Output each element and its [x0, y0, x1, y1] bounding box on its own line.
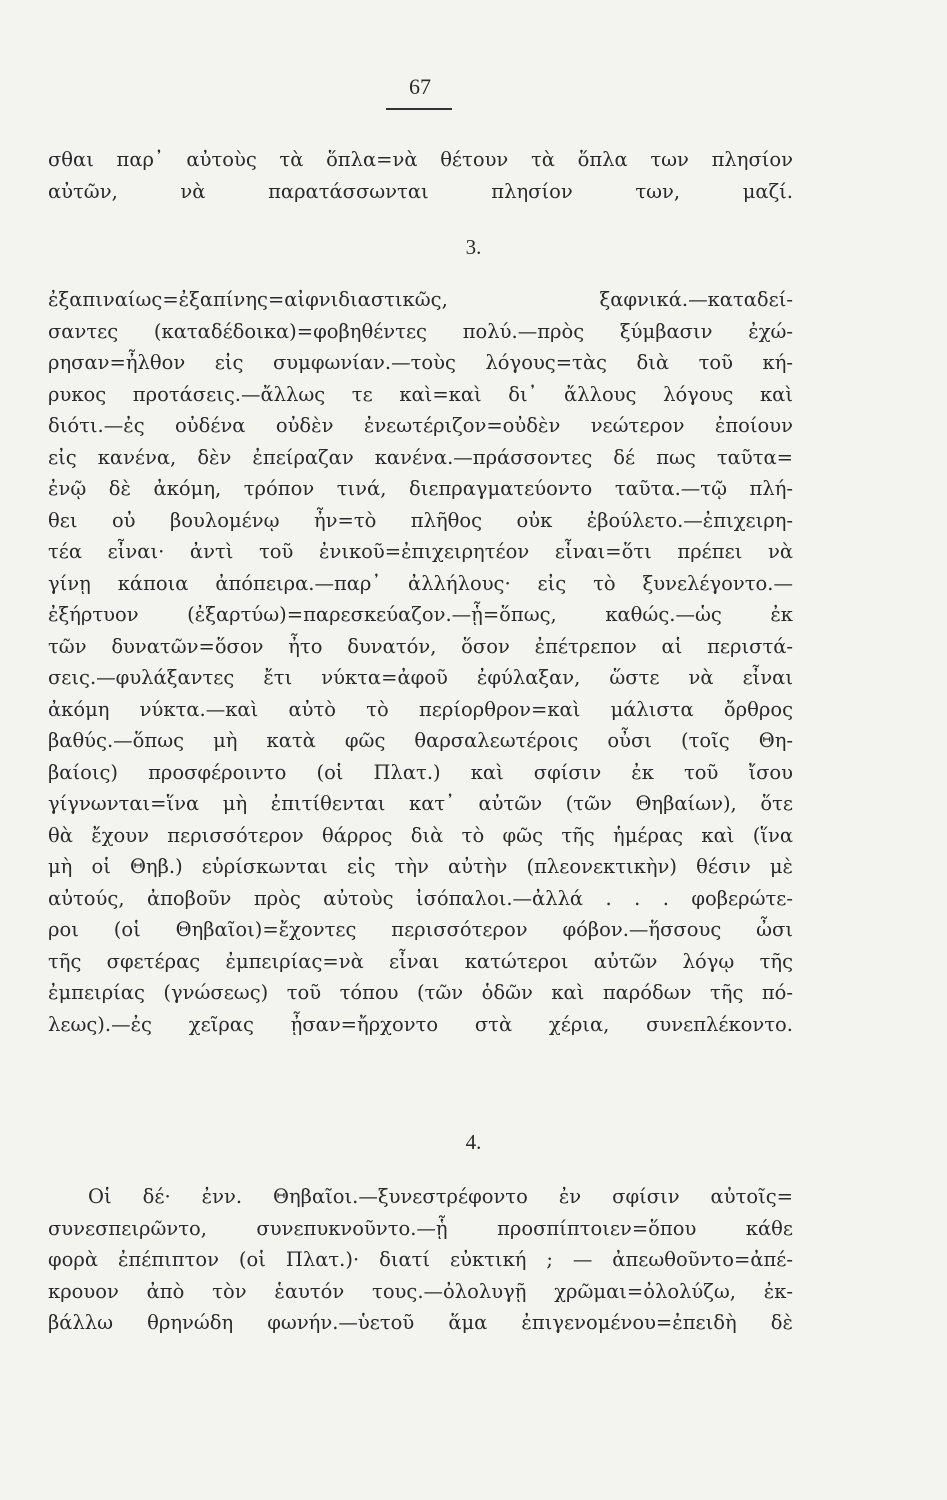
text-line: συνεσπειρῶντο, συνεπυκνοῦντο.—ᾗ προσπίπτοιεν=ὅπου κάθε [48, 1216, 793, 1240]
text-line: Οἱ δέ· ἐνν. Θηβαῖοι.—ξυνεστρέφοντο ἐν σφίσιν αὐτοῖς= [88, 1185, 793, 1208]
page-number: 67 [409, 74, 431, 99]
text-block-section-3 [48, 284, 793, 1040]
text-line: σθαι παρ᾽ αὐτοὺς τὰ ὅπλα=νὰ θέτουν τὰ ὅπλα των πλησίον [48, 148, 793, 171]
text-line: ἀκόμη νύκτα.—καὶ αὐτὸ τὸ περίορθρον=καὶ μάλιστα ὄρθρος [48, 697, 793, 721]
text-block-section-4 [48, 1181, 793, 1339]
text-block-top [48, 144, 793, 207]
text-line: βαίοις) προσφέροιντο (οἱ Πλατ.) καὶ σφίσιν ἐκ τοῦ ἴσου [48, 760, 793, 784]
text-line: αὐτῶν, νὰ παρατάσσωνται πλησίον των, μαζί. [48, 179, 793, 203]
text-line: τέα εἶναι· ἀντὶ τοῦ ἐνικοῦ=ἐπιχειρητέον εἶναι=ὅτι πρέπει νὰ [48, 540, 793, 563]
page-number-rule [386, 108, 452, 110]
text-line: σαντες (καταδέδοικα)=φοβηθέντες πολύ.—πρὸς ξύμβασιν ἐχώ- [48, 319, 793, 343]
text-line: φορὰ ἐπέπιπτον (οἱ Πλατ.)· διατί εὐκτική ; — ἀπεωθοῦντο=ἀπέ- [48, 1248, 793, 1271]
text-line: αὐτούς, ἀποβοῦν πρὸς αὐτοὺς ἰσόπαλοι.—ἀλλά . . . φοβερώτε- [48, 886, 793, 910]
text-line: τῆς σφετέρας ἐμπειρίας=νὰ εἶναι κατώτεροι αὐτῶν λόγῳ τῆς [48, 949, 793, 973]
text-line: βαθύς.—ὅπως μὴ κατὰ φῶς θαρσαλεωτέροις οὖσι (τοῖς Θη- [48, 729, 793, 752]
text-line: ἐξαπιναίως=ἐξαπίνης=αἰφνιδιαστικῶς, ξαφνικά.—καταδεί- [48, 288, 793, 311]
text-line: τῶν δυνατῶν=ὅσον ἦτο δυνατόν, ὅσον ἐπέτρεπον αἱ περιστά- [48, 634, 793, 658]
text-line: κρουον ἀπὸ τὸν ἑαυτόν τους.—ὀλολυγῇ χρῶμαι=ὀλολύζω, ἐκ- [48, 1279, 793, 1303]
text-line: θὰ ἔχουν περισσότερον θάρρος διὰ τὸ φῶς τῆς ἡμέρας καὶ (ἵνα [48, 823, 793, 847]
text-line: γίγνωνται=ἵνα μὴ ἐπιτίθενται κατ᾽ αὐτῶν (τῶν Θηβαίων), ὅτε [48, 792, 793, 815]
text-line: γίνῃ κάποια ἀπόπειρα.—παρ᾽ ἀλλήλους· εἰς τὸ ξυνελέγοντο.— [48, 571, 793, 595]
text-line: ρησαν=ἦλθον εἰς συμφωνίαν.—τοὺς λόγους=τὰς διὰ τοῦ κή- [48, 351, 793, 374]
section-heading-3: 3. [465, 235, 482, 259]
section-heading-4: 4. [465, 1130, 482, 1154]
text-line: ἐξήρτυον (ἐξαρτύω)=παρεσκεύαζον.—ᾗ=ὅπως, καθώς.—ὡς ἐκ [48, 603, 793, 626]
text-line: βάλλω θρηνώδη φωνήν.—ὑετοῦ ἅμα ἐπιγενομένου=ἐπειδὴ δὲ [48, 1311, 793, 1334]
text-line: ροι (οἱ Θηβαῖοι)=ἔχοντες περισσότερον φόβον.—ἥσσους ὦσι [48, 918, 793, 941]
text-line: λεως).—ἐς χεῖρας ᾖσαν=ἤρχοντο στὰ χέρια, συνεπλέκοντο. [48, 1012, 793, 1036]
text-line: σεις.—φυλάξαντες ἔτι νύκτα=ἀφοῦ ἐφύλαξαν, ὥστε νὰ εἶναι [48, 666, 793, 689]
text-line: εἰς κανένα, δὲν ἐπείραζαν κανένα.—πράσσοντες δέ πως ταῦτα= [48, 445, 793, 469]
text-line: ἐνῷ δὲ ἀκόμη, τρόπον τινά, διεπραγματεύοντο ταῦτα.—τῷ πλή- [48, 477, 793, 500]
text-line: θει οὐ βουλομένῳ ἦν=τὸ πλῆθος οὐκ ἐβούλετο.—ἐπιχειρη- [48, 508, 793, 532]
text-line: ρυκος προτάσεις.—ἄλλως τε καὶ=καὶ δι᾽ ἄλλους λόγους καὶ [48, 382, 793, 406]
text-line: μὴ οἱ Θηβ.) εὑρίσκωνται εἰς τὴν αὐτὴν (πλεονεκτικὴν) θέσιν μὲ [48, 855, 793, 878]
text-line: ἐμπειρίας (γνώσεως) τοῦ τόπου (τῶν ὁδῶν καὶ παρόδων τῆς πό- [48, 981, 793, 1004]
text-line: διότι.—ἐς οὐδένα οὐδὲν ἐνεωτέριζον=οὐδὲν νεώτερον ἐποίουν [48, 414, 793, 437]
